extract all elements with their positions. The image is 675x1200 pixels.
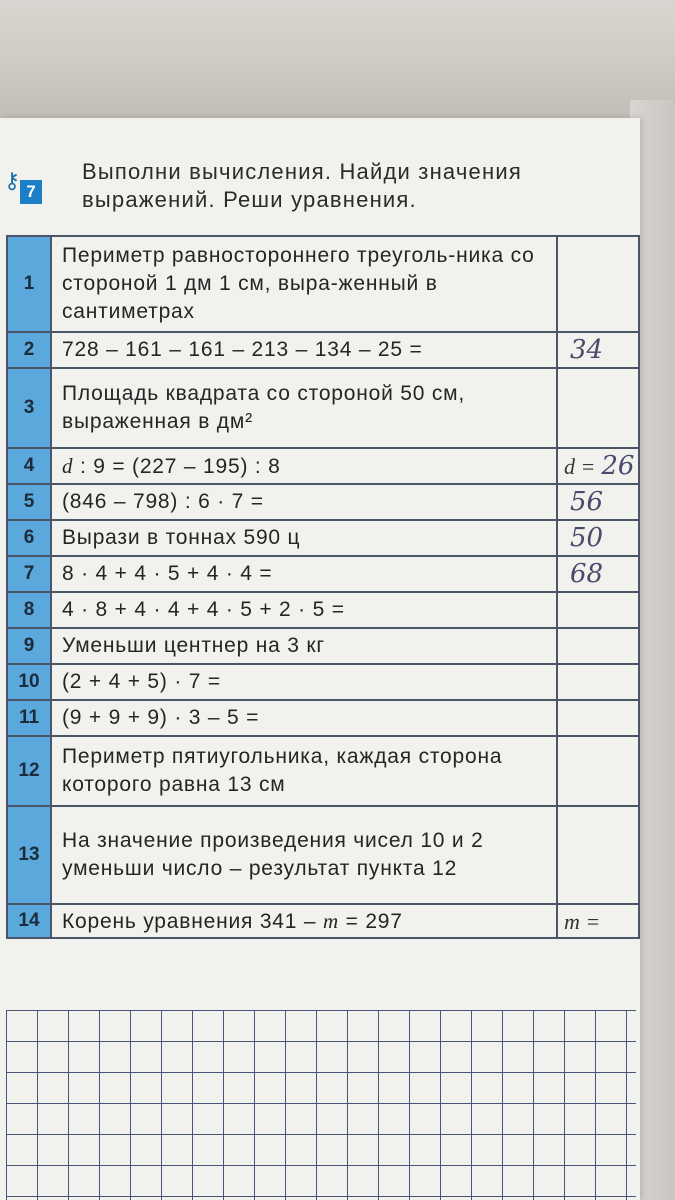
table-row — [7, 332, 639, 368]
row-number: 12 — [7, 736, 51, 806]
row-task-text: d : 9 = (227 – 195) : 8 — [51, 448, 557, 484]
row-task-text: (2 + 4 + 5) · 7 = — [51, 664, 557, 700]
row-answer-cell[interactable] — [557, 628, 639, 664]
row-number: 1 — [7, 236, 51, 332]
handwritten-answer: 34 — [570, 335, 604, 365]
row-answer-cell[interactable] — [557, 806, 639, 904]
task-number-badge: 7 — [20, 180, 42, 204]
row-answer-cell[interactable] — [557, 368, 639, 448]
table-row — [7, 236, 639, 332]
handwritten-answer: 56 — [570, 487, 604, 517]
handwritten-answer — [564, 756, 570, 786]
handwritten-answer — [600, 906, 606, 936]
row-answer-cell[interactable] — [557, 700, 639, 736]
row-answer-cell[interactable] — [557, 332, 639, 368]
row-number: 14 — [7, 904, 51, 938]
handwritten-answer — [564, 269, 570, 299]
handwritten-answer — [564, 595, 570, 625]
answer-prefix: m = — [564, 909, 601, 934]
row-task-text: На значение произведения чисел 10 и 2 уменьши число – результат пункта 12 — [51, 806, 557, 904]
row-task-text: Периметр равностороннего треуголь-ника со стороной 1 дм 1 см, выра-женный в сантиметрах — [51, 236, 557, 332]
key-icon: ⚷ — [4, 168, 21, 193]
row-number: 3 — [7, 368, 51, 448]
row-number: 13 — [7, 806, 51, 904]
row-answer-cell[interactable] — [557, 520, 639, 556]
row-task-text: (846 – 798) : 6 · 7 = — [51, 484, 557, 520]
row-answer-cell[interactable] — [557, 664, 639, 700]
handwritten-answer — [564, 840, 570, 870]
row-number: 6 — [7, 520, 51, 556]
row-answer-cell[interactable] — [557, 592, 639, 628]
task-instruction: Выполни вычисления. Найди значения выражений. Реши уравнения. — [82, 159, 522, 212]
row-task-text: 8 · 4 + 4 · 5 + 4 · 4 = — [51, 556, 557, 592]
row-task-text: Вырази в тоннах 590 ц — [51, 520, 557, 556]
handwritten-answer: 68 — [570, 559, 604, 589]
row-number: 4 — [7, 448, 51, 484]
row-answer-cell[interactable] — [557, 556, 639, 592]
table-row — [7, 736, 639, 806]
row-task-text: Площадь квадрата со стороной 50 см, выраженная в дм² — [51, 368, 557, 448]
row-task-text: 728 – 161 – 161 – 213 – 134 – 25 = — [51, 332, 557, 368]
row-number: 7 — [7, 556, 51, 592]
row-task-text: 4 · 8 + 4 · 4 + 4 · 5 + 2 · 5 = — [51, 592, 557, 628]
row-number: 8 — [7, 592, 51, 628]
ruled-grid-area — [6, 1010, 636, 1200]
handwritten-answer — [564, 393, 570, 423]
table-row — [7, 592, 639, 628]
row-answer-cell[interactable] — [557, 904, 639, 938]
table-row — [7, 700, 639, 736]
exercise-table — [6, 235, 640, 939]
table-row — [7, 520, 639, 556]
row-number: 9 — [7, 628, 51, 664]
table-row — [7, 484, 639, 520]
handwritten-answer: 50 — [570, 523, 604, 553]
row-task-text: Корень уравнения 341 – m = 297 — [51, 904, 557, 938]
row-number: 5 — [7, 484, 51, 520]
handwritten-answer — [564, 703, 570, 733]
answer-prefix: d = — [564, 454, 596, 479]
table-row — [7, 806, 639, 904]
table-row — [7, 368, 639, 448]
row-task-text: (9 + 9 + 9) · 3 – 5 = — [51, 700, 557, 736]
table-row — [7, 904, 639, 938]
table-row — [7, 628, 639, 664]
table-row — [7, 556, 639, 592]
table-row — [7, 448, 639, 484]
table-row — [7, 664, 639, 700]
row-answer-cell[interactable] — [557, 736, 639, 806]
handwritten-answer — [564, 631, 570, 661]
row-number: 10 — [7, 664, 51, 700]
row-answer-cell[interactable] — [557, 236, 639, 332]
row-answer-cell[interactable] — [557, 484, 639, 520]
row-task-text: Периметр пятиугольника, каждая сторона которого равна 13 см — [51, 736, 557, 806]
handwritten-answer: 26 — [601, 451, 635, 481]
row-number: 2 — [7, 332, 51, 368]
row-number: 11 — [7, 700, 51, 736]
row-answer-cell[interactable] — [557, 448, 639, 484]
handwritten-answer — [564, 667, 570, 697]
row-task-text: Уменьши центнер на 3 кг — [51, 628, 557, 664]
